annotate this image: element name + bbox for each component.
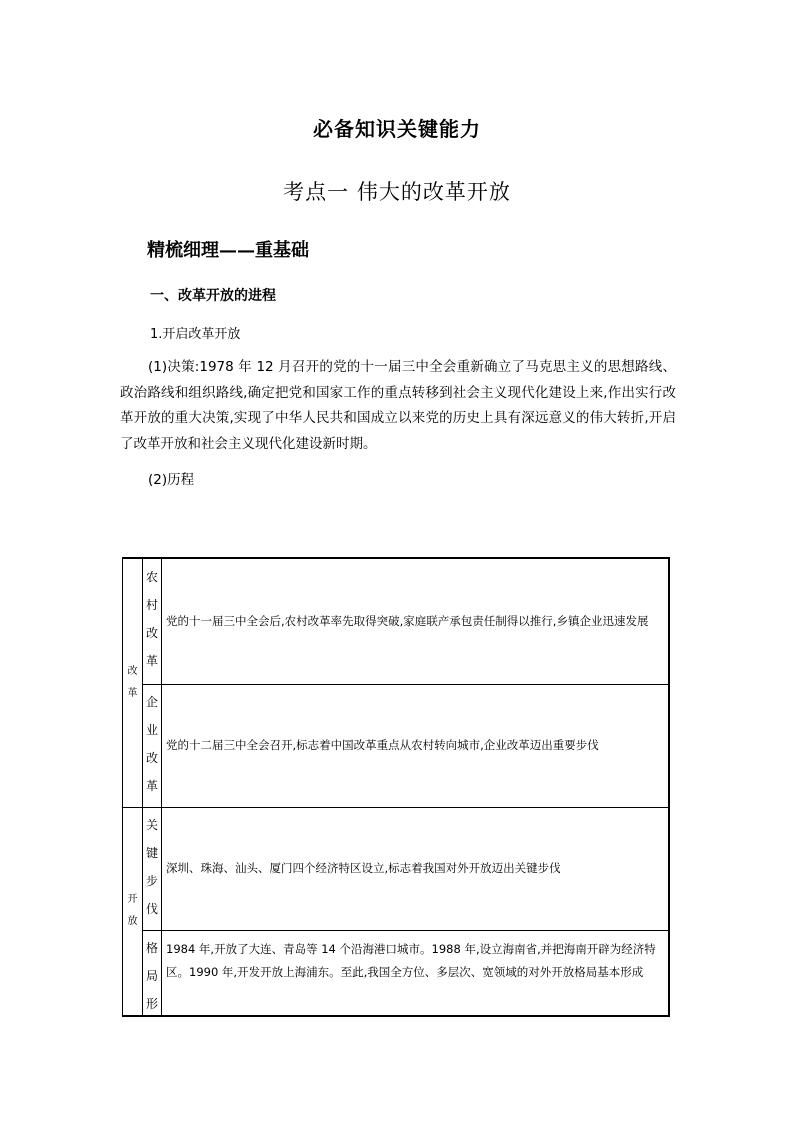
sub-char: 局 xyxy=(145,969,158,983)
sub-char: 形 xyxy=(145,997,158,1011)
sub-char: 步 xyxy=(145,874,158,888)
category-opening-char: 放 xyxy=(127,916,138,927)
sub-char: 革 xyxy=(145,654,158,668)
sub-char: 业 xyxy=(145,723,158,737)
paragraph-decision: (1)决策:1978 年 12 月召开的党的十一届三中全会重新确立了马克思主义的思想路线、政治路线和组织路线,确定把党和国家工作的重点转移到社会主义现代化建设上来,作出实行改革开放的重大决策,实现了中华人民共和国成立以来党的历史上具有深远意义的伟大转折,开启了改革开放和社会主义现代化建设新时期。 xyxy=(120,359,676,452)
category-reform-char: 革 xyxy=(127,688,138,699)
sub-char: 伐 xyxy=(145,902,158,916)
paragraph-history: (2)历程 xyxy=(148,472,195,488)
sub-rural-reform xyxy=(143,559,162,684)
heading-reform-process: 一、改革开放的进程 xyxy=(150,288,276,304)
content-pattern: 1984 年,开放了大连、青岛等 14 个沿海港口城市。1988 年,设立海南省,并把海南开辟为经济特区。1990 年,开发开放上海浦东。至此,我国全方位、多层次、宽领域的对外开放格局基本形成 xyxy=(166,942,656,979)
category-reform-char: 改 xyxy=(127,666,138,677)
content-rural-reform: 党的十一届三中全会后,农村改革率先取得突破,家庭联产承包责任制得以推行,乡镇企业迅速发展 xyxy=(166,614,649,628)
sub-char: 格 xyxy=(145,941,158,955)
sub-char: 村 xyxy=(145,598,158,612)
history-table xyxy=(122,557,670,1017)
page-title: 必备知识关键能力 xyxy=(313,117,481,141)
heading-start-reform: 1.开启改革开放 xyxy=(150,327,241,342)
sub-char: 农 xyxy=(145,570,158,584)
section-title: 考点一 伟大的改革开放 xyxy=(283,180,511,204)
category-opening-char: 开 xyxy=(127,894,138,905)
sub-key-step xyxy=(143,807,162,930)
sub-char: 改 xyxy=(145,751,158,765)
sub-enterprise-reform xyxy=(143,684,162,807)
category-opening xyxy=(123,807,143,1015)
sub-char: 改 xyxy=(145,626,158,640)
category-reform xyxy=(123,559,143,807)
sub-char: 企 xyxy=(145,695,158,709)
subhead: 精梳细理——重基础 xyxy=(147,240,309,261)
content-key-step: 深圳、珠海、汕头、厦门四个经济特区设立,标志着我国对外开放迈出关键步伐 xyxy=(166,861,561,875)
sub-char: 革 xyxy=(145,779,158,793)
content-enterprise-reform: 党的十二届三中全会召开,标志着中国改革重点从农村转向城市,企业改革迈出重要步伐 xyxy=(166,738,599,752)
sub-pattern xyxy=(143,930,162,1015)
sub-char: 键 xyxy=(145,846,158,860)
sub-char: 关 xyxy=(145,818,158,832)
